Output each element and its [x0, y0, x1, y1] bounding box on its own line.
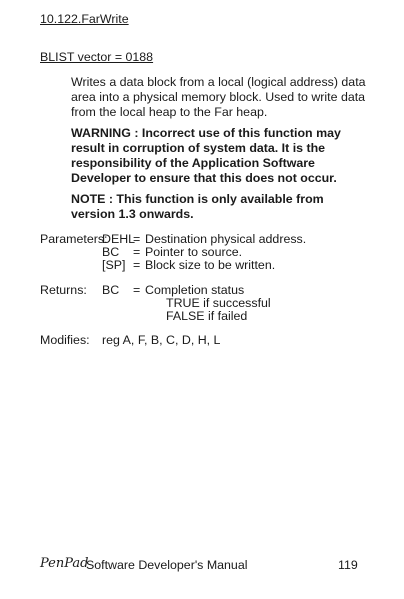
modifies-label: Modifies:: [40, 333, 90, 347]
param-eq: =: [133, 245, 141, 259]
returns-desc: Completion status: [145, 283, 245, 297]
warning-paragraph: WARNING : Incorrect use of this function may result in corruption of system data. It is the responsibility of the Application Software Developer to ensure that this does not occur.: [71, 126, 341, 185]
param-desc-dehl: Destination physical address.: [145, 232, 307, 246]
page-number: 119: [338, 558, 358, 572]
returns-false: FALSE if failed: [166, 309, 248, 323]
vector-line: BLIST vector = 0188: [40, 50, 154, 64]
section-heading: 10.122.FarWrite: [40, 12, 129, 26]
description-paragraph: Writes a data block from a local (logical address) data area into a physical memory block. Used to write data from the local heap to the Far heap.: [71, 75, 366, 119]
param-reg-bc: BC: [102, 245, 120, 259]
manual-title: Software Developer's Manual: [86, 558, 248, 572]
param-eq: =: [133, 258, 141, 272]
param-desc-bc: Pointer to source.: [145, 245, 243, 259]
returns-eq: =: [133, 283, 141, 297]
param-reg-dehl: DEHL: [102, 232, 136, 246]
returns-reg: BC: [102, 283, 120, 297]
modifies-value: reg A, F, B, C, D, H, L: [102, 333, 221, 347]
returns-label: Returns:: [40, 283, 87, 297]
returns-true: TRUE if successful: [166, 296, 271, 310]
penpad-logo: PenPad: [40, 556, 89, 571]
note-paragraph: NOTE : This function is only available from version 1.3 onwards.: [71, 192, 324, 221]
parameters-label: Parameters:: [40, 232, 108, 246]
param-reg-sp: [SP]: [102, 258, 126, 272]
param-eq: =: [133, 232, 141, 246]
param-desc-sp: Block size to be written.: [145, 258, 276, 272]
